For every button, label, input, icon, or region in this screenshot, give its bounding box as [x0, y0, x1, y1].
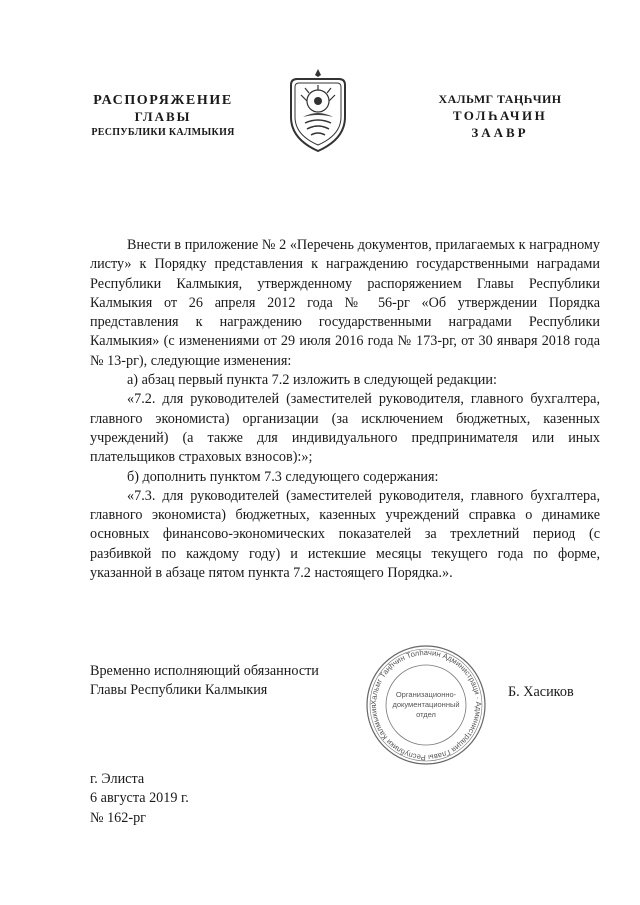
- position-line1: Временно исполняющий обязанности: [90, 663, 319, 679]
- header-left-line2: ГЛАВЫ: [134, 109, 192, 124]
- header-right-line2: ТОЛҺАЧИН: [452, 108, 548, 123]
- position-line2: Главы Республики Калмыкия: [90, 682, 268, 699]
- document-body: [90, 236, 600, 583]
- header-right: [425, 92, 575, 141]
- header-left-line1: РАСПОРЯЖЕНИЕ: [93, 93, 233, 108]
- item-a-text-paragraph: «7.2. для руководителей (заместителей руководителя, главного бухгалтера, главного экономиста) организации (за исключением бюджетных, казенных учреждений) (а также для индивидуального предпринимателя или иных плательщиков страховых взносов):»;: [90, 391, 600, 466]
- intro-paragraph: Внести в приложение № 2 «Перечень документов, прилагаемых к наградному листу» к Порядку представления к награждению государственными наградами Республики Калмыкия, утвержденному распоряжением Главы Республики Калмыкия от 26 апреля 2012 года № 56-рг «Об утверждении Порядка представления к награждению государственными наградами Республики Калмыкия» (с изменениями от 29 июля 2016 года № 173-рг, от 30 января 2018 года № 13-рг), следующие изменения:: [90, 237, 600, 369]
- item-a-paragraph: а) абзац первый пункта 7.2 изложить в следующей редакции:: [127, 372, 497, 389]
- signature-position: [90, 662, 319, 701]
- stamp-center-line3: отдел: [416, 710, 436, 719]
- header-left-line3: РЕСПУБЛИКИ КАЛМЫКИЯ: [91, 127, 235, 138]
- stamp-center-line2: документационный: [392, 700, 460, 709]
- stamp-ring-text: Хальмг Таңһчин Толһачин Администраци · Администрация Главы Республики Калмыкия: [368, 647, 484, 763]
- document-number: № 162-рг: [90, 809, 147, 826]
- coat-of-arms-icon: [283, 65, 353, 153]
- header-left: [78, 92, 248, 140]
- header-right-line3: ЗААВР: [471, 125, 529, 140]
- city: г. Элиста: [90, 771, 145, 787]
- item-b-text-paragraph: «7.3. для руководителей (заместителей руководителя, главного бухгалтера, главного экономиста) бюджетных, казенных учреждений справка о динамике основных финансово-экономических показателей за трехлетний период (с разбивкой по каждому году) и истекшие месяцы текущего года по форме, указанной в абзаце пятом пункта 7.2 настоящего Порядка.».: [90, 487, 600, 582]
- item-b-paragraph: б) дополнить пунктом 7.3 следующего содержания:: [127, 468, 439, 485]
- signatory-name: Б. Хасиков: [508, 684, 574, 700]
- official-stamp: [364, 643, 488, 767]
- document-date: 6 августа 2019 г.: [90, 790, 189, 807]
- stamp-center-line1: Организационно-: [395, 690, 457, 699]
- header-right-line1: ХАЛЬМГ ТАҢҺЧИН: [438, 92, 562, 106]
- document-footer: [90, 770, 189, 828]
